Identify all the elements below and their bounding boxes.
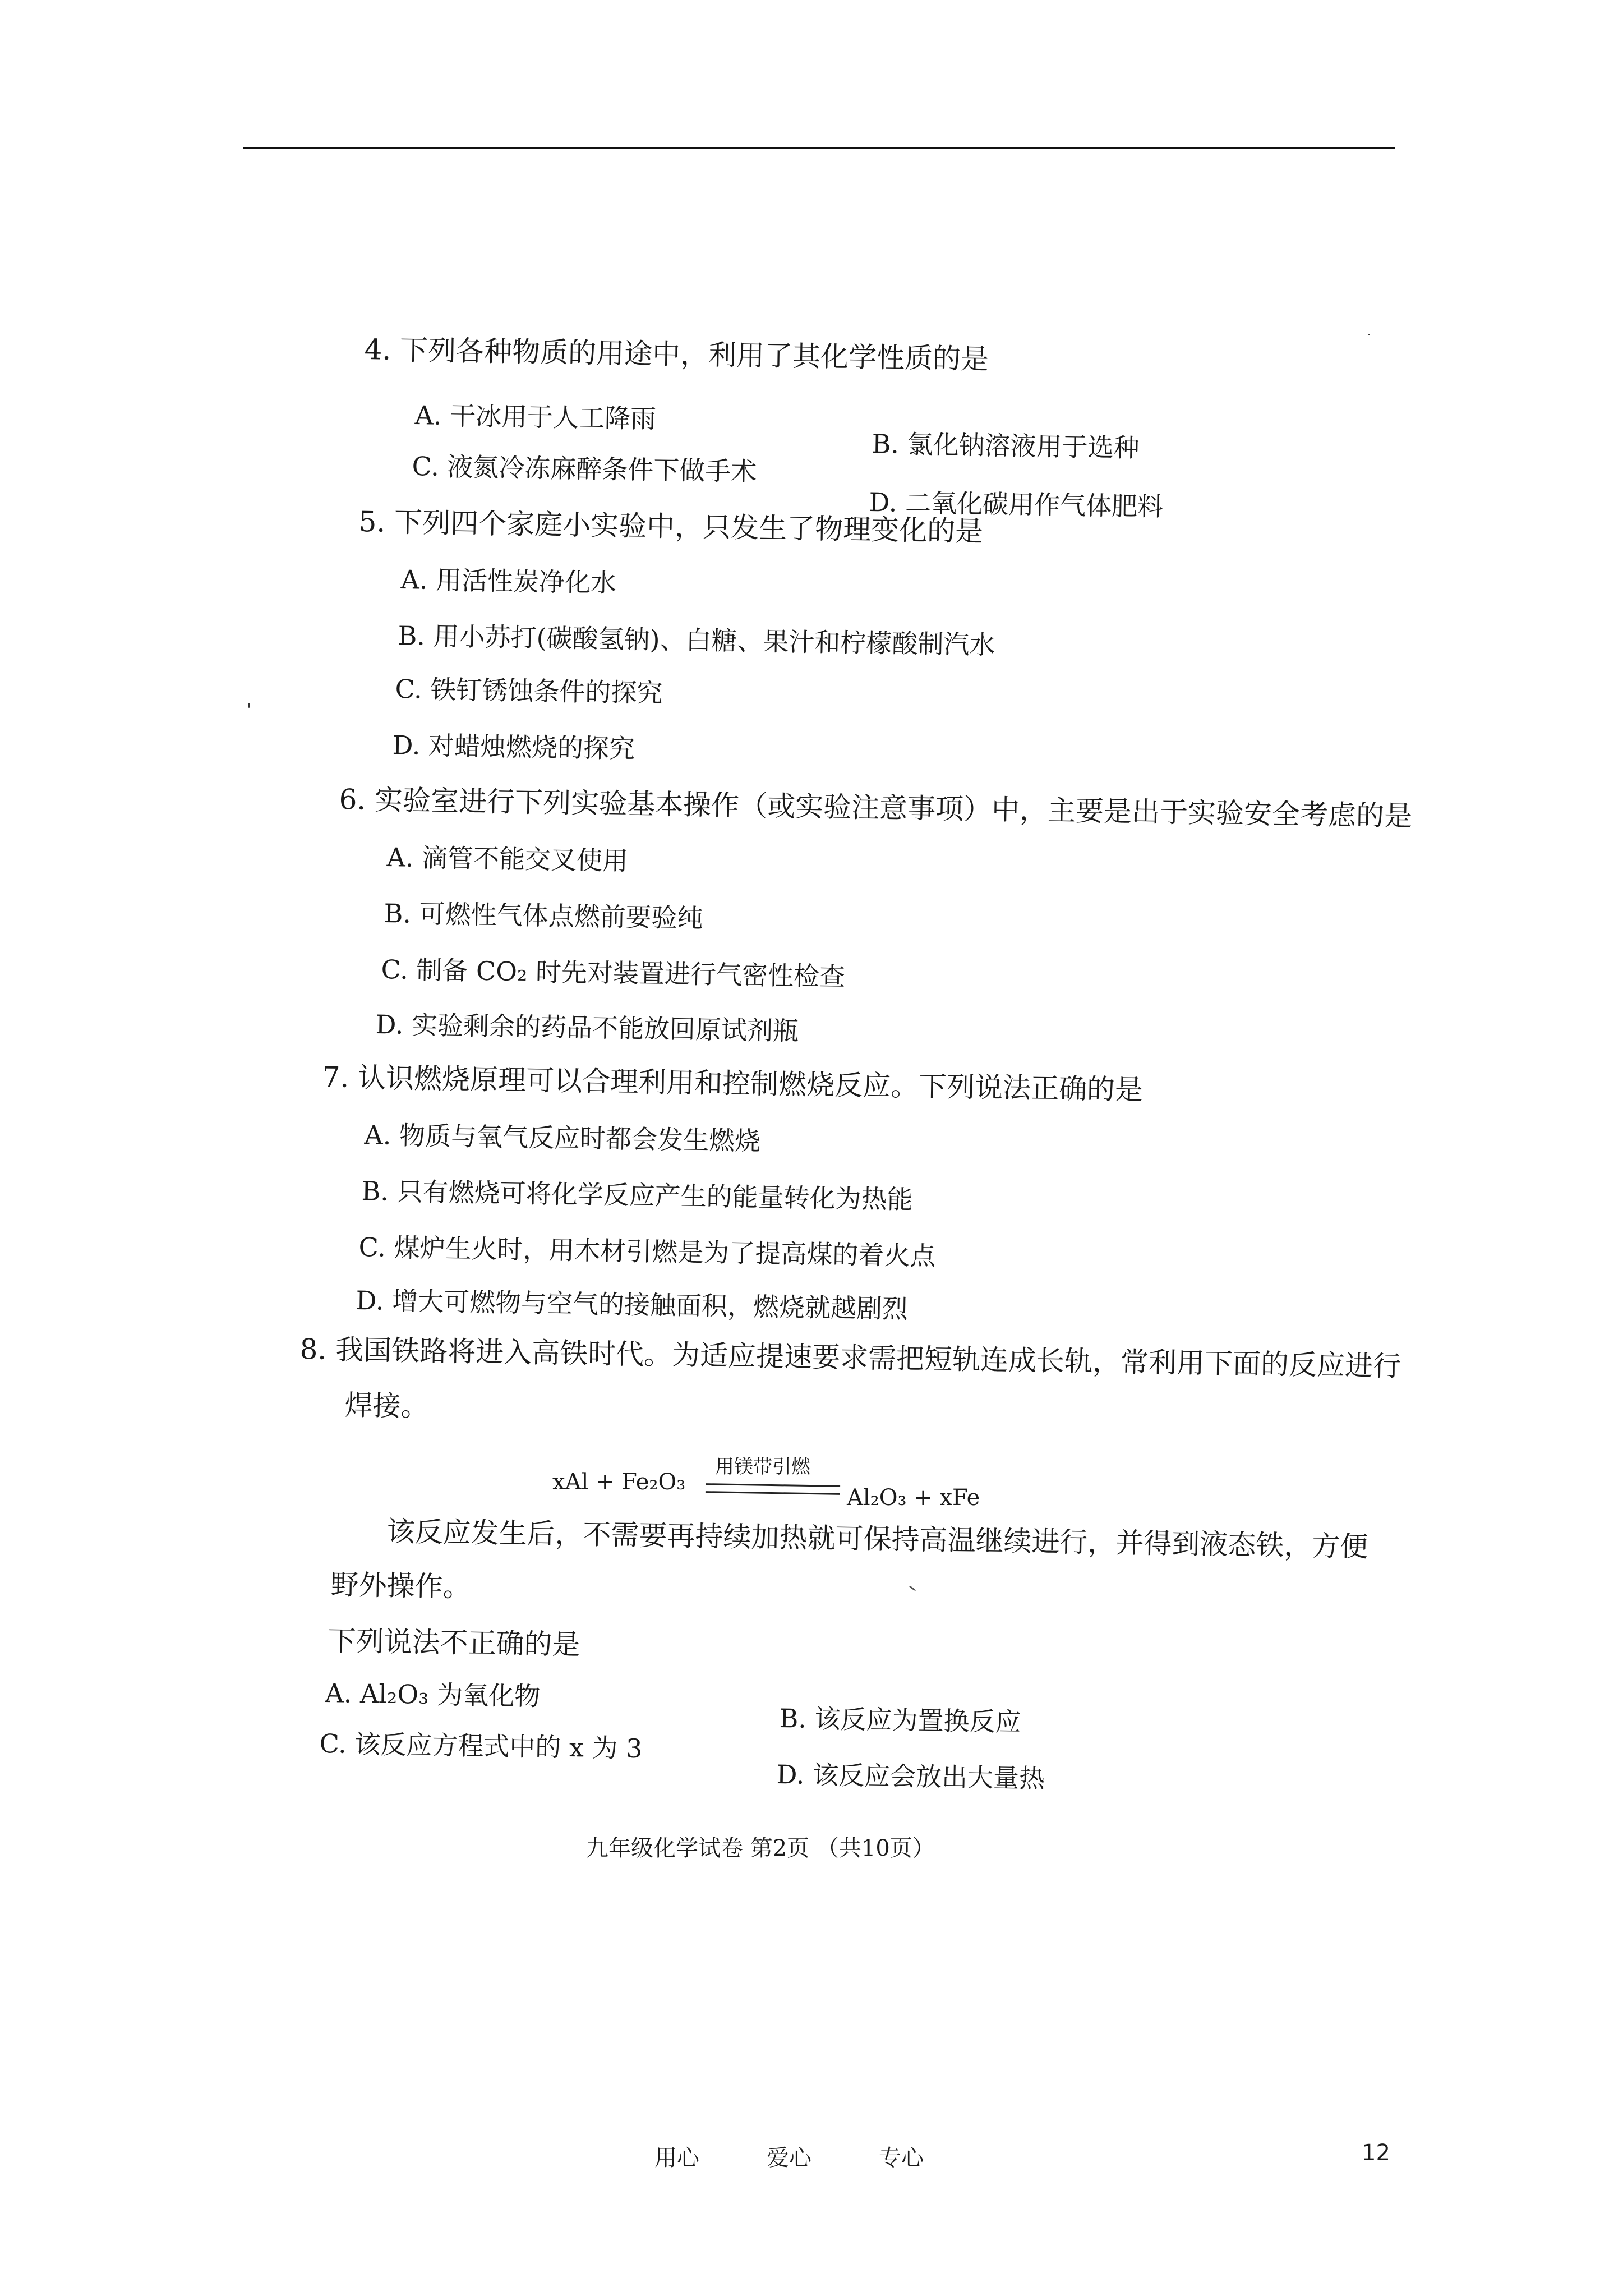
q5-stem: 5. 下列四个家庭小实验中，只发生了物理变化的是	[358, 505, 984, 548]
equation-condition: 用镁带引燃	[715, 1456, 810, 1478]
page-number: 12	[1362, 2140, 1390, 2166]
q7-option-b: B. 只有燃烧可将化学反应产生的能量转化为热能	[361, 1176, 914, 1215]
q4-option-c: C. 液氮冷冻麻醉条件下做手术	[412, 451, 757, 487]
q7-option-c: C. 煤炉生火时，用木材引燃是为了提高煤的着火点	[358, 1232, 936, 1272]
q7-option-a: A. 物质与氧气反应时都会发生燃烧	[364, 1120, 761, 1157]
q6-option-c: C. 制备 CO₂ 时先对装置进行气密性检查	[381, 954, 846, 992]
q6-stem: 6. 实验室进行下列实验基本操作（或实验注意事项）中，主要是出于实验安全考虑的是	[339, 783, 1413, 833]
q8-paragraph-line-2: 野外操作。	[330, 1568, 472, 1603]
q8-stem-line-2: 焊接。	[344, 1389, 430, 1423]
q5-option-c: C. 铁钉锈蚀条件的探究	[395, 674, 663, 708]
q8-paragraph-line-1: 该反应发生后，不需要再持续加热就可保持高温继续进行，并得到液态铁，方便	[386, 1515, 1368, 1563]
footer-motto-2: 爱心	[767, 2145, 811, 2171]
q6-option-d: D. 实验剩余的药品不能放回原试剂瓶	[375, 1009, 799, 1046]
q7-option-d: D. 增大可燃物与空气的接触面积，燃烧就越剧烈	[356, 1285, 909, 1324]
footer-motto-1: 用心	[654, 2145, 699, 2171]
footer-motto-3: 专心	[879, 2145, 924, 2171]
q5-option-d: D. 对蜡烛燃烧的探究	[392, 730, 635, 764]
equation-products: Al₂O₃ + xFe	[847, 1485, 980, 1511]
q4-option-d: D. 二氧化碳用作气体肥料	[869, 487, 1164, 522]
scan-speck	[248, 703, 250, 708]
scan-speck	[1368, 334, 1370, 335]
q8-option-d: D. 该反应会放出大量热	[776, 1759, 1045, 1794]
q6-option-b: B. 可燃性气体点燃前要验纯	[384, 898, 704, 933]
equation-reactants: xAl + Fe₂O₃	[552, 1469, 686, 1495]
q8-option-a: A. Al₂O₃ 为氧化物	[325, 1678, 541, 1712]
q4-stem: 4. 下列各种物质的用途中，利用了其化学性质的是	[364, 333, 989, 376]
q8-option-c: C. 该反应方程式中的 x 为 3	[319, 1728, 643, 1764]
q8-stem-line-1: 8. 我国铁路将进入高铁时代。为适应提速要求需把短轨连成长轨，常利用下面的反应进行	[299, 1333, 1401, 1383]
q5-option-b: B. 用小苏打(碳酸氢钠)、白糖、果汁和柠檬酸制汽水	[398, 620, 995, 660]
scan-speck	[909, 1585, 916, 1591]
exam-page-footer: 九年级化学试卷 第2页 （共10页）	[586, 1835, 935, 1861]
q4-option-b: B. 氯化钠溶液用于选种	[872, 429, 1140, 463]
q7-stem: 7. 认识燃烧原理可以合理利用和控制燃烧反应。下列说法正确的是	[322, 1061, 1144, 1106]
q6-option-a: A. 滴管不能交叉使用	[386, 842, 629, 876]
q5-option-a: A. 用活性炭净化水	[400, 564, 617, 599]
q4-option-a: A. 干冰用于人工降雨	[414, 400, 657, 434]
q8-question: 下列说法不正确的是	[328, 1625, 581, 1662]
q8-option-b: B. 该反应为置换反应	[779, 1703, 1022, 1737]
equation-equals-sign	[706, 1483, 840, 1495]
